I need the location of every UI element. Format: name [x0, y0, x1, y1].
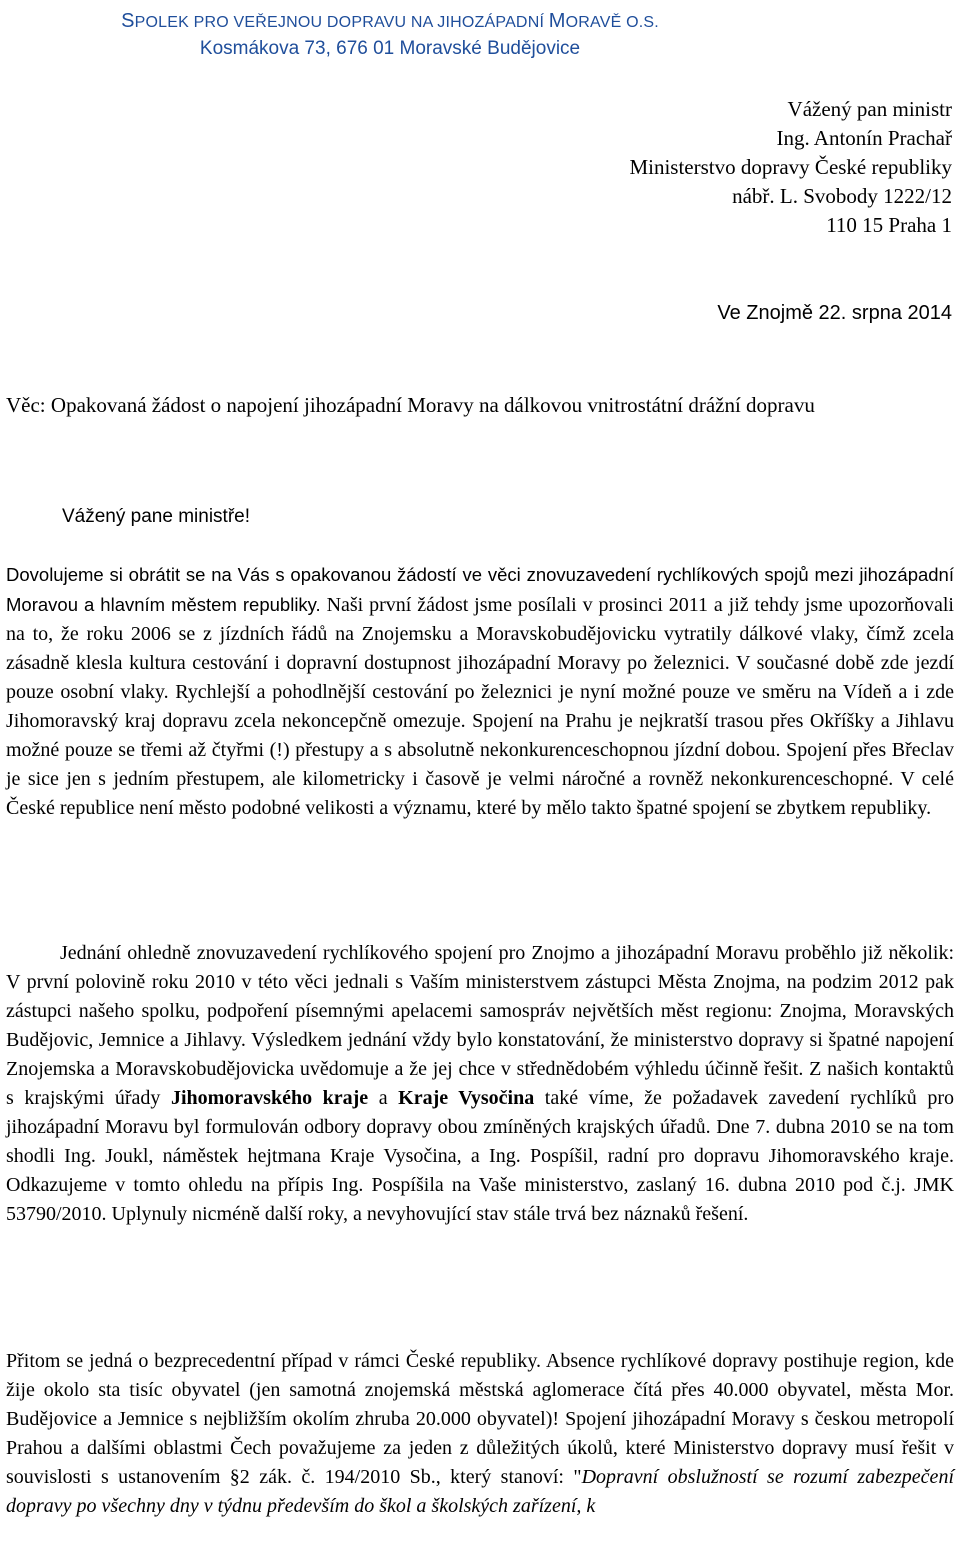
paragraph-2	[6, 939, 954, 1229]
paragraph-2-bold-region-2: Kraje Vysočina	[398, 1087, 535, 1109]
subject-label: Věc:	[6, 393, 51, 417]
paragraph-3-text: Přitom se jedná o bezprecedentní případ v rámci České republiky. Absence rychlíkové dopravy postihuje region, kde žije okolo sta tisíc obyvatel (jen samotná znojemská městská aglomerace čítá přes 40.000 obyvatel, města Mor. Budějovice a Jemnice s nejbližším okolím zhruba 20.000 obyvatel)! Spojení jihozápadní Moravy s českou metropolí Prahou a dalšími oblastmi Čech považujeme za jeden z důležitých úkolů, které Ministerstvo dopravy musí řešit v souvislosti s ustanovením §2 zák. č. 194/2010 Sb., který stanoví: "	[6, 1350, 954, 1488]
recipient-line: nábř. L. Svobody 1222/12	[732, 184, 952, 208]
letterhead-address: Kosmákova 73, 676 01 Moravské Budějovice	[199, 38, 581, 59]
recipient-line: Vážený pan ministr	[787, 97, 952, 121]
paragraph-1-body: Naši první žádost jsme posílali v prosinci 2011 a již tehdy jsme upozorňovali na to, že roku 2006 se z jízdních řádů na Znojemsku a Moravskobudějovicku vytratily dálkové vlaky, čímž zcela zásadně klesla kultura cestování i dopravní dostupnost jihozápadní Moravy po železnici. V současné době zde jezdí pouze osobní vlaky. Rychlejší a pohodlnější cestování po železnici je nyní možné pouze ve směru na Vídeň a i zde Jihomoravský kraj dopravu zcela nekoncepčně omezuje. Spojení na Prahu je nejkratší trasou přes Okříšky a Jihlavu možné pouze se třemi až čtyřmi (!) přestupy a s absolutně nekonkurenceschopnou jízdní dobou. Spojení přes Břeclav je sice jen s jedním přestupem, ale kilometricky i časově je velmi náročné a rovněž nekonkurenceschopné. V celé České republice není město podobné velikosti a významu, které by mělo takto špatné spojení se zbytkem republiky.	[6, 594, 954, 819]
recipient-line: 110 15 Praha 1	[826, 213, 952, 237]
recipient-line: Ministerstvo dopravy České republiky	[629, 155, 952, 179]
letterhead-org-text-end: ORAVĚ O.S.	[565, 14, 659, 31]
recipient-block	[629, 95, 952, 240]
paragraph-1	[6, 560, 954, 823]
paragraph-1-intro: Dovolujeme si obrátit se na Vás s opakovanou žádostí ve věci znovuzavedení rychlíkových spojů mezi jihozápadní Moravou a hlavním městem republiky.	[6, 564, 954, 615]
letterhead	[0, 8, 780, 62]
paragraph-2-text-a: Jednání ohledně znovuzavedení rychlíkového spojení pro Znojmo a jihozápadní Moravu proběhlo již několik: V první polovině roku 2010 v této věci jednali s Vaším ministerstvem zástupci Města Znojma, na podzim 2012 pak zástupci našeho spolku, podpoření písemnými apelacemi samospráv největších měst regionu: Znojma, Moravských Budějovic, Jemnice a Jihlavy. Výsledkem jednání vždy bylo konstatování, že ministerstvo dopravy si špatné napojení Znojemska a Moravskobudějovicka uvědomuje a že jej chce v střednědobém výhledu účinně řešit. Z našich kontaktů s krajskými úřady	[6, 942, 954, 1109]
letterhead-org-initial: S	[121, 10, 135, 32]
subject-text: Opakovaná žádost o napojení jihozápadní Moravy na dálkovou vnitrostátní drážní dopravu	[50, 393, 815, 417]
paragraph-2-bold-region-1: Jihomoravského kraje	[170, 1087, 369, 1109]
paragraph-3	[6, 1347, 954, 1521]
salutation: Vážený pane ministře!	[62, 506, 250, 527]
paragraph-2-conjunction: a	[368, 1087, 399, 1109]
letterhead-org-text: POLEK PRO VEŘEJNOU DOPRAVU NA JIHOZÁPADNÍ	[134, 14, 549, 31]
paragraph-3-quote: Dopravní obslužností se rozumí zabezpečení dopravy po všechny dny v týdnu především do škol a školských zařízení, k	[6, 1466, 954, 1517]
letter-subject	[6, 390, 946, 420]
paragraph-2-text-b: také víme, že požadavek zavedení rychlíků pro jihozápadní Moravu byl formulován odbory dopravy obou zmíněných krajských úřadů. Dne 7. dubna 2010 se na tom shodli Ing. Joukl, náměstek hejtmana Kraje Vysočina, a Ing. Pospíšil, radní pro dopravu Jihomoravského kraje. Odkazujeme v tomto ohledu na přípis Ing. Pospíšila na Vaše ministerstvo, zaslaný 16. dubna 2010 pod č.j. JMK 53790/2010. Uplynuly nicméně další roky, a nevyhovující stav stále trvá bez náznaků řešení.	[6, 1087, 955, 1225]
letter-date: Ve Znojmě 22. srpna 2014	[717, 302, 952, 324]
letterhead-organization	[0, 8, 780, 36]
letterhead-org-initial-m: M	[548, 10, 566, 32]
recipient-line: Ing. Antonín Prachař	[776, 126, 952, 150]
